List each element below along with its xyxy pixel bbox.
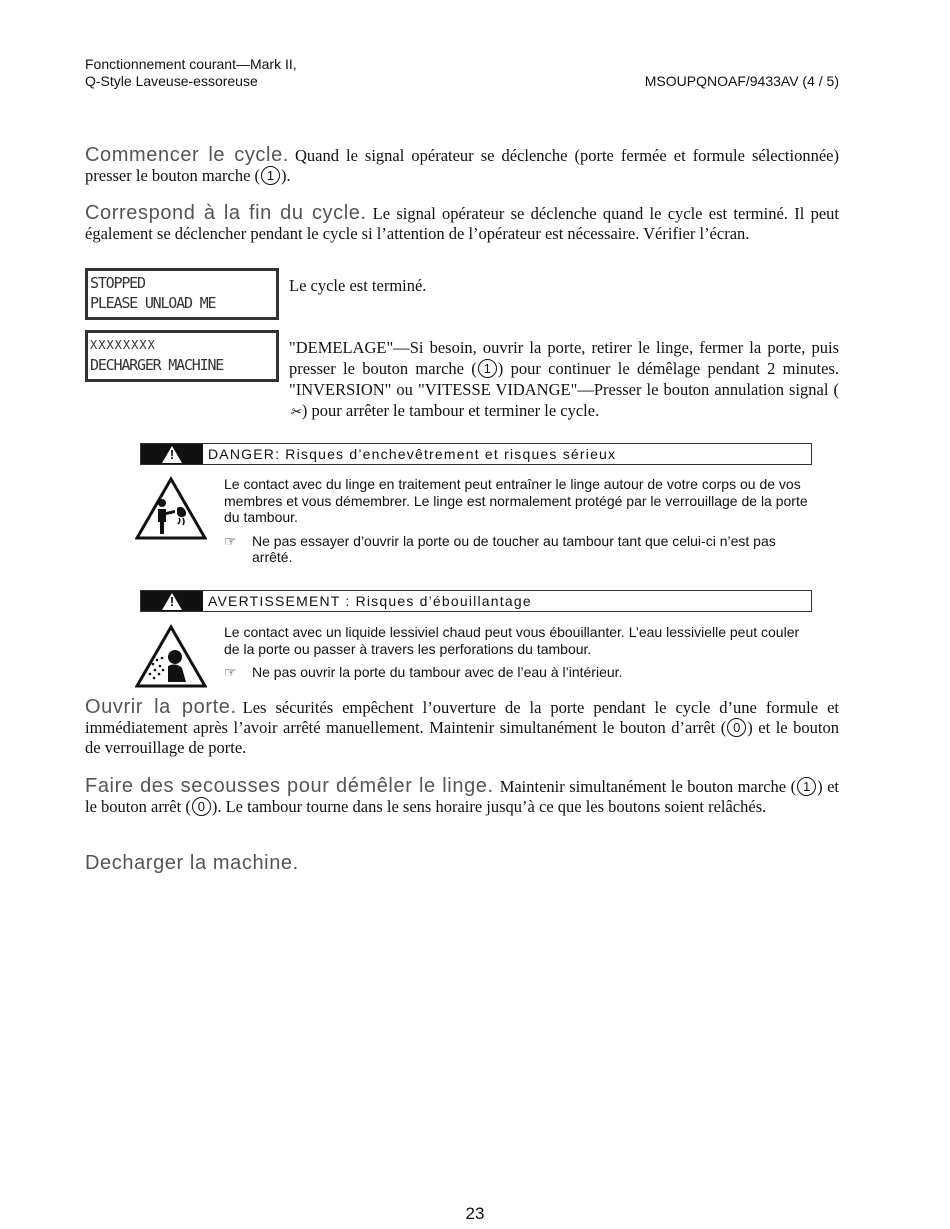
header-title-line1: Fonctionnement courant—Mark II, <box>85 56 297 72</box>
shake-section: Faire des secousses pour démêler le linge. Maintenir simultanément le bouton marche ( 1 ) et le bouton arrêt ( 0 ). Le tambour tourne dans le sens horaire jusqu’à ce que les boutons soient relâchés. <box>85 775 840 816</box>
pointing-hand-icon: ☞ <box>224 664 237 680</box>
warning-alert-title: AVERTISSEMENT : Risques d’ébouillantage <box>208 593 532 609</box>
danger-alert-bullet: ☞ Ne pas essayer d’ouvrir la porte ou de toucher au tambour tant que celui-ci n’est pas arrêté. <box>224 532 776 565</box>
stop-button-icon: 0 <box>727 718 746 737</box>
start-cycle-heading: Commencer le cycle. <box>85 144 289 166</box>
stop-button-icon: 0 <box>192 797 211 816</box>
entanglement-warning-icon <box>135 476 207 540</box>
warning-alert-bar: ! AVERTISSEMENT : Risques d’ébouillantage <box>140 590 812 612</box>
header-title-line2: Q-Style Laveuse-essoreuse <box>85 73 258 89</box>
end-cycle-section <box>85 203 839 244</box>
danger-alert-body: Le contact avec du linge en traitement peut entraîner le linge autour de votre corps ou de vos membres et vous démembrer. Le linge est normalement protégé par le verrouillage de la porte du tambour. ☞ Ne pas essayer d’ouvrir la porte ou de toucher au tambour tant que celui-ci n’est pas arrêté. <box>224 476 812 566</box>
start-button-icon: 1 <box>478 359 497 378</box>
shake-heading: Faire des secousses pour démêler le linge. <box>85 775 494 797</box>
open-door-heading: Ouvrir la porte. <box>85 696 237 718</box>
scald-warning-icon <box>135 624 207 688</box>
warning-alert-body: Le contact avec un liquide lessiviel chaud peut vous ébouillanter. L’eau lessivielle peut couler de la porte ou passer à travers les perforations du tambour. ☞ Ne pas ouvrir la porte du tambour avec de l’eau à l’intérieur. <box>224 624 812 681</box>
start-button-icon: 1 <box>797 777 816 796</box>
document-code: MSOUPQNOAF/9433AV (4 / 5) <box>644 73 839 89</box>
danger-alert-title: DANGER: Risques d’enchevêtrement et risques sérieux <box>208 446 617 462</box>
start-cycle-section: Commencer le cycle. Quand le signal opérateur se déclenche (porte fermée et formule sélectionnée) presser le bouton marche ( 1 ). <box>85 144 839 185</box>
start-cycle-text: Quand le signal opérateur se déclenche (porte fermée et formule sélectionnée) presser le bouton marche ( <box>85 146 839 185</box>
signal-cancel-icon: ✂ <box>290 404 301 419</box>
warning-alert-bullet: ☞ Ne pas ouvrir la porte du tambour avec de l’eau à l’intérieur. <box>224 664 623 680</box>
page-number: 23 <box>465 1204 485 1223</box>
danger-alert-bar: ! DANGER: Risques d’enchevêtrement et risques sérieux <box>140 443 812 465</box>
display-unload-description: "DEMELAGE"—Si besoin, ouvrir la porte, retirer le linge, fermer la porte, puis presser le bouton marche ( 1 ) pour continuer le démêlage pendant 2 minutes. "INVERSION" ou "VITESSE VIDANGE"—Presser le bouton annulation signal (✂) pour arrêter le tambour et terminer le cycle. <box>289 338 840 420</box>
start-button-icon: 1 <box>261 166 280 185</box>
header-left <box>85 56 297 90</box>
pointing-hand-icon: ☞ <box>224 532 237 549</box>
display-stopped-description: Le cycle est terminé. <box>289 276 427 295</box>
open-door-section: Ouvrir la porte. Les sécurités empêchent l’ouverture de la porte pendant le cycle d’une formule et immédiatement après l’avoir arrêté manuellement. Maintenir simultanément le bouton d’arrêt ( 0 ) et le bouton de verrouillage de porte. <box>85 696 839 757</box>
end-cycle-heading: Correspond à la fin du cycle. <box>85 202 367 224</box>
end-cycle-text: Le signal opérateur se déclenche quand le cycle est terminé. Il peut également se déclencher pendant le cycle si l’attention de l’opérateur est nécessaire. Vérifier l’écran. <box>85 204 839 243</box>
unload-section <box>85 853 839 874</box>
unload-heading: Decharger la machine. <box>85 852 299 874</box>
display-unload: XXXXXXXX DECHARGER MACHINE <box>85 330 279 382</box>
display-stopped: STOPPED PLEASE UNLOAD ME <box>85 268 279 320</box>
